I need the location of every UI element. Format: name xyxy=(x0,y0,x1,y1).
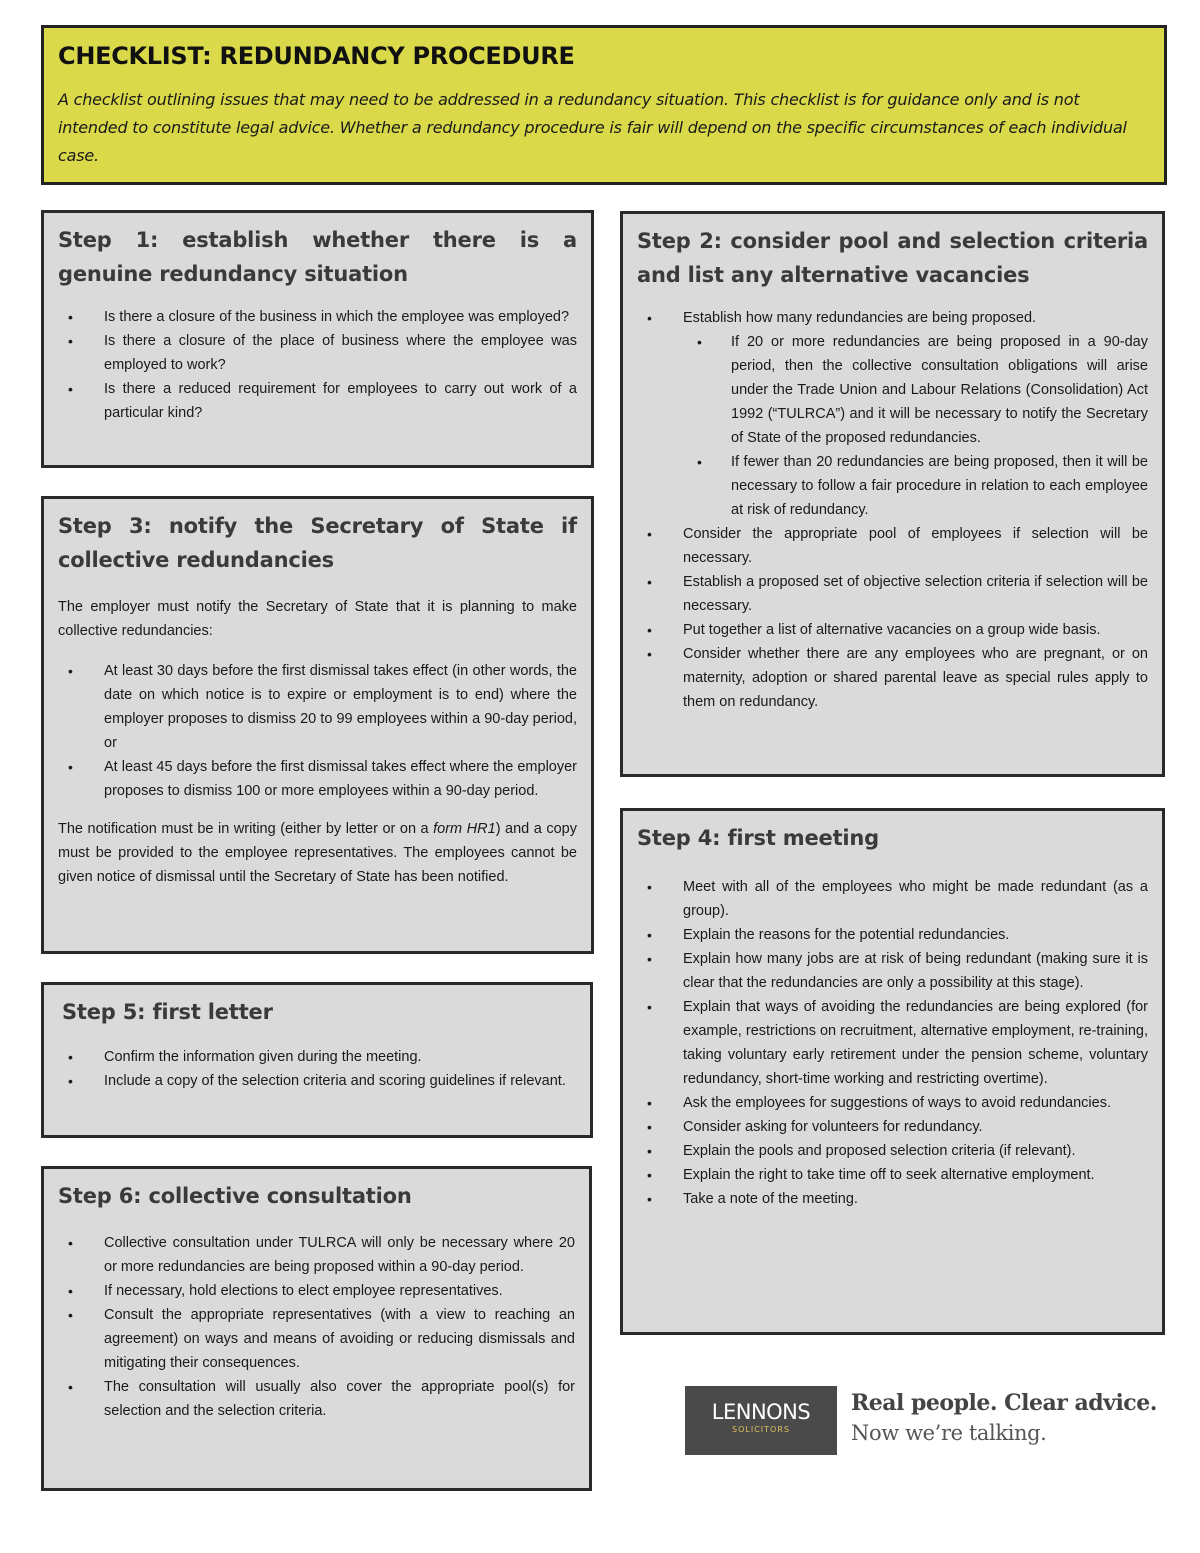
step6-box xyxy=(41,1166,592,1491)
step2-list xyxy=(637,306,1148,330)
list-item: • Establish a proposed set of objective selection criteria if selection will be necessary. xyxy=(683,570,1148,618)
step3-outro xyxy=(58,817,577,889)
step3-title: Step 3: notify the Secretary of State if collective redundancies xyxy=(58,514,577,572)
step3-list xyxy=(58,659,577,803)
list-item: • If 20 or more redundancies are being proposed in a 90-day period, then the collective consultation obligations will arise under the Trade Union and Labour Relations (Consolidation) Act 1992 (“TULRCA”) and it will be necessary to notify the Secretary of State of the proposed redundancies. xyxy=(731,330,1148,450)
list-item: • If fewer than 20 redundancies are being proposed, then it will be necessary to follow a fair procedure in relation to each employee at risk of redundancy. xyxy=(731,450,1148,522)
step2-title: Step 2: consider pool and selection criteria and list any alternative vacancies xyxy=(637,229,1148,287)
lennons-logo xyxy=(685,1386,837,1455)
step1-title: Step 1: establish whether there is a genuine redundancy situation xyxy=(58,228,577,286)
step5-box xyxy=(41,982,593,1138)
step3-box xyxy=(41,496,594,954)
list-item: • Put together a list of alternative vacancies on a group wide basis. xyxy=(683,618,1148,642)
step4-title: Step 4: first meeting xyxy=(637,826,879,850)
list-item: • Explain the pools and proposed selection criteria (if relevant). xyxy=(683,1139,1148,1163)
list-item: • Meet with all of the employees who might be made redundant (as a group). xyxy=(683,875,1148,923)
tagline-line1: Real people. Clear advice. xyxy=(851,1390,1157,1416)
list-item: • Is there a reduced requirement for employees to carry out work of a particular kind? xyxy=(104,377,577,425)
list-item: • At least 45 days before the first dismissal takes effect where the employer proposes to dismiss 100 or more employees within a 90-day period. xyxy=(104,755,577,803)
list-item: • Collective consultation under TULRCA will only be necessary where 20 or more redundancies are being proposed within a 90-day period. xyxy=(104,1231,575,1279)
step6-title: Step 6: collective consultation xyxy=(58,1184,412,1208)
list-item: • Ask the employees for suggestions of ways to avoid redundancies. xyxy=(683,1091,1148,1115)
list-item: • Explain the right to take time off to seek alternative employment. xyxy=(683,1163,1148,1187)
step3-outro-after: ) and a copy must be provided to the employee representatives. The employees cannot be given notice of dismissal until the Secretary of State has been notified. xyxy=(58,821,577,885)
list-item: • Explain the reasons for the potential redundancies. xyxy=(683,923,1148,947)
step4-box xyxy=(620,808,1165,1335)
list-item: • Include a copy of the selection criteria and scoring guidelines if relevant. xyxy=(104,1069,576,1093)
form-hr1-reference: form HR1 xyxy=(433,821,496,837)
list-item: • Consider whether there are any employees who are pregnant, or on maternity, adoption or shared parental leave as special rules apply to them on redundancy. xyxy=(683,642,1148,714)
list-item: • The consultation will usually also cover the appropriate pool(s) for selection and the selection criteria. xyxy=(104,1375,575,1423)
step5-list xyxy=(58,1045,576,1093)
list-item: • Is there a closure of the business in which the employee was employed? xyxy=(104,305,577,329)
logo-name: LENNONS xyxy=(711,1400,811,1424)
list-item: • Consult the appropriate representatives (with a view to reaching an agreement) on ways and means of avoiding or reducing dismissals and mitigating their consequences. xyxy=(104,1303,575,1375)
list-item: • Is there a closure of the place of business where the employee was employed to work? xyxy=(104,329,577,377)
page-title: CHECKLIST: REDUNDANCY PROCEDURE xyxy=(58,42,575,70)
list-item: • At least 30 days before the first dismissal takes effect (in other words, the date on which notice is to expire or employment is to end) where the employer proposes to dismiss 20 to 99 employees within a 90-day period, or xyxy=(104,659,577,755)
step3-intro: The employer must notify the Secretary of State that it is planning to make collective redundancies: xyxy=(58,599,577,639)
step1-list xyxy=(58,305,577,425)
step4-list xyxy=(637,875,1148,1211)
step6-list xyxy=(58,1231,575,1423)
step2-list-continued xyxy=(637,522,1148,714)
list-item: • Explain how many jobs are at risk of being redundant (making sure it is clear that the redundancies are only a possibility at this stage). xyxy=(683,947,1148,995)
list-item: • Consider the appropriate pool of employees if selection will be necessary. xyxy=(683,522,1148,570)
step3-outro-before: The notification must be in writing (either by letter or on a xyxy=(58,821,434,837)
tagline-line2: Now we’re talking. xyxy=(851,1421,1047,1445)
step2-box xyxy=(620,211,1165,777)
list-item: • Explain that ways of avoiding the redundancies are being explored (for example, restrictions on recruitment, alternative employment, re-training, taking voluntary early retirement under the pension scheme, voluntary redundancy, short-time working and restricting overtime). xyxy=(683,995,1148,1091)
list-item: • Take a note of the meeting. xyxy=(683,1187,1148,1211)
step5-title: Step 5: first letter xyxy=(62,1000,273,1024)
checklist-header xyxy=(41,25,1167,185)
logo-subtitle: SOLICITORS xyxy=(732,1425,790,1434)
list-item: • Confirm the information given during the meeting. xyxy=(104,1045,576,1069)
tagline xyxy=(851,1388,1171,1448)
step2-sublist xyxy=(637,330,1148,522)
intro-text: A checklist outlining issues that may need to be addressed in a redundancy situation. This checklist is for guidance only and is not intended to constitute legal advice. Whether a redundancy procedure is fair will depend on the specific circumstances of each individual case. xyxy=(58,90,1127,165)
step1-box xyxy=(41,210,594,468)
list-item: • Establish how many redundancies are being proposed. xyxy=(683,306,1148,330)
list-item: • Consider asking for volunteers for redundancy. xyxy=(683,1115,1148,1139)
list-item: • If necessary, hold elections to elect employee representatives. xyxy=(104,1279,575,1303)
